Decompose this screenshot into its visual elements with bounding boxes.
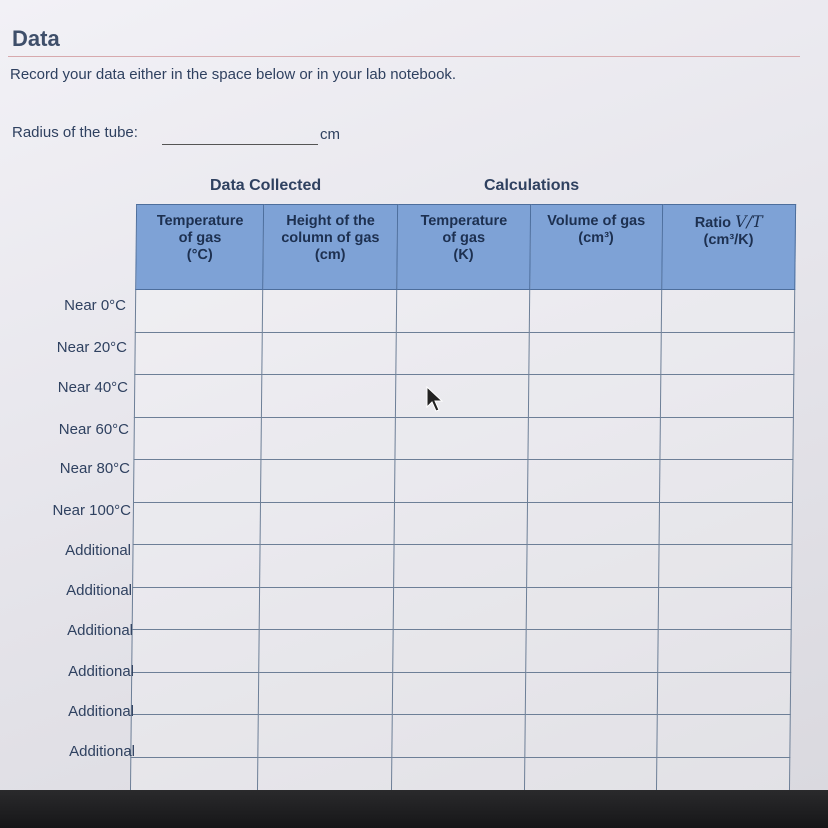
table-cell[interactable]	[260, 587, 394, 630]
table-cell[interactable]	[131, 715, 259, 758]
table-cell[interactable]	[528, 375, 660, 418]
header-line: of gas	[442, 230, 486, 246]
header-height	[263, 205, 397, 290]
table-cell[interactable]	[259, 672, 393, 715]
header-line: (°C)	[186, 247, 213, 263]
table-cell[interactable]	[660, 417, 794, 460]
table-cell[interactable]	[135, 332, 263, 375]
table-cell[interactable]	[659, 460, 793, 503]
table-cell[interactable]	[657, 672, 791, 715]
table-cell[interactable]	[527, 502, 659, 545]
table-cell[interactable]	[395, 417, 529, 460]
header-line: Temperature	[156, 213, 244, 229]
header-line: (K)	[453, 247, 474, 263]
table-row	[131, 672, 790, 715]
table-cell[interactable]	[392, 672, 526, 715]
table-cell[interactable]	[527, 545, 659, 588]
header-row	[136, 205, 796, 290]
radius-input-line[interactable]	[162, 144, 318, 145]
table-row	[134, 375, 793, 418]
header-line: Ratio	[694, 215, 732, 231]
section-title: Data	[12, 26, 60, 51]
row-label: Additional	[68, 663, 134, 680]
table-row	[135, 332, 794, 375]
row-label: Near 100°C	[52, 502, 131, 519]
table-cell[interactable]	[393, 587, 527, 630]
table-cell[interactable]	[134, 375, 262, 418]
table-cell[interactable]	[525, 672, 657, 715]
table-cell[interactable]	[132, 630, 260, 673]
table-cell[interactable]	[262, 375, 396, 418]
row-label: Additional	[66, 582, 132, 599]
table-row	[133, 502, 792, 545]
row-label: Near 40°C	[57, 379, 128, 396]
table-cell[interactable]	[133, 545, 261, 588]
table-cell[interactable]	[393, 545, 527, 588]
table-cell[interactable]	[659, 502, 793, 545]
table-row	[134, 417, 793, 460]
table-cell[interactable]	[396, 332, 530, 375]
table-cell[interactable]	[135, 290, 263, 333]
header-line: (cm³)	[578, 230, 614, 246]
table-cell[interactable]	[529, 332, 661, 375]
table-cell[interactable]	[134, 417, 262, 460]
table-cell[interactable]	[528, 417, 660, 460]
table-cell[interactable]	[262, 332, 396, 375]
header-temperature-c	[136, 205, 264, 290]
row-label: Additional	[65, 542, 131, 559]
table-cell[interactable]	[261, 417, 395, 460]
table-cell[interactable]	[395, 375, 529, 418]
row-label: Near 20°C	[56, 339, 127, 356]
header-temperature-k	[397, 205, 531, 290]
table-cell[interactable]	[528, 460, 660, 503]
instructions-text: Record your data either in the space below or in your lab notebook.	[10, 66, 457, 83]
table-cell[interactable]	[396, 290, 530, 333]
table-cell[interactable]	[529, 290, 661, 333]
group-label-data-collected: Data Collected	[210, 177, 322, 194]
radius-label: Radius of the tube:	[12, 124, 138, 141]
header-line: Volume of gas	[547, 213, 646, 229]
table-cell[interactable]	[392, 715, 526, 758]
header-line: Height of the	[286, 213, 375, 229]
header-volume	[530, 205, 662, 290]
table-cell[interactable]	[661, 290, 795, 333]
group-label-calculations: Calculations	[484, 177, 580, 194]
table-cell[interactable]	[260, 502, 394, 545]
header-line: Temperature	[420, 213, 508, 229]
table-cell[interactable]	[134, 460, 262, 503]
table-cell[interactable]	[526, 587, 658, 630]
table-cell[interactable]	[393, 630, 527, 673]
table-cell[interactable]	[133, 502, 261, 545]
row-label: Additional	[69, 743, 135, 760]
header-ratio	[661, 205, 795, 290]
table-cell[interactable]	[656, 715, 790, 758]
ratio-symbol: V/T	[734, 212, 763, 231]
screen-bezel	[0, 790, 828, 828]
table-cell[interactable]	[660, 332, 794, 375]
data-table	[130, 204, 796, 800]
header-line: (cm)	[314, 247, 346, 263]
row-label: Additional	[68, 703, 134, 720]
table-row	[131, 715, 790, 758]
mouse-pointer-icon	[426, 386, 444, 412]
row-label: Near 60°C	[58, 421, 129, 438]
table-cell[interactable]	[526, 630, 658, 673]
table-cell[interactable]	[525, 715, 657, 758]
table-cell[interactable]	[658, 587, 792, 630]
table-cell[interactable]	[260, 545, 394, 588]
table-row	[132, 587, 791, 630]
table-row	[132, 630, 791, 673]
table-cell[interactable]	[660, 375, 794, 418]
table-cell[interactable]	[259, 630, 393, 673]
table-cell[interactable]	[657, 630, 791, 673]
header-line: (cm³/K)	[703, 232, 754, 248]
table-row	[135, 290, 794, 333]
header-line: of gas	[178, 230, 222, 246]
header-line: column of gas	[281, 230, 380, 246]
table-row	[133, 545, 792, 588]
table-cell[interactable]	[131, 672, 259, 715]
table-cell[interactable]	[658, 545, 792, 588]
radius-unit: cm	[320, 126, 340, 143]
row-label: Near 0°C	[64, 297, 126, 314]
table-cell[interactable]	[394, 460, 528, 503]
table-cell[interactable]	[132, 587, 260, 630]
row-label: Additional	[67, 622, 133, 639]
table-row	[134, 460, 793, 503]
table-cell[interactable]	[258, 715, 392, 758]
table-cell[interactable]	[263, 290, 397, 333]
row-label: Near 80°C	[59, 460, 130, 477]
table-cell[interactable]	[394, 502, 528, 545]
table-cell[interactable]	[261, 460, 395, 503]
title-divider	[8, 56, 800, 57]
